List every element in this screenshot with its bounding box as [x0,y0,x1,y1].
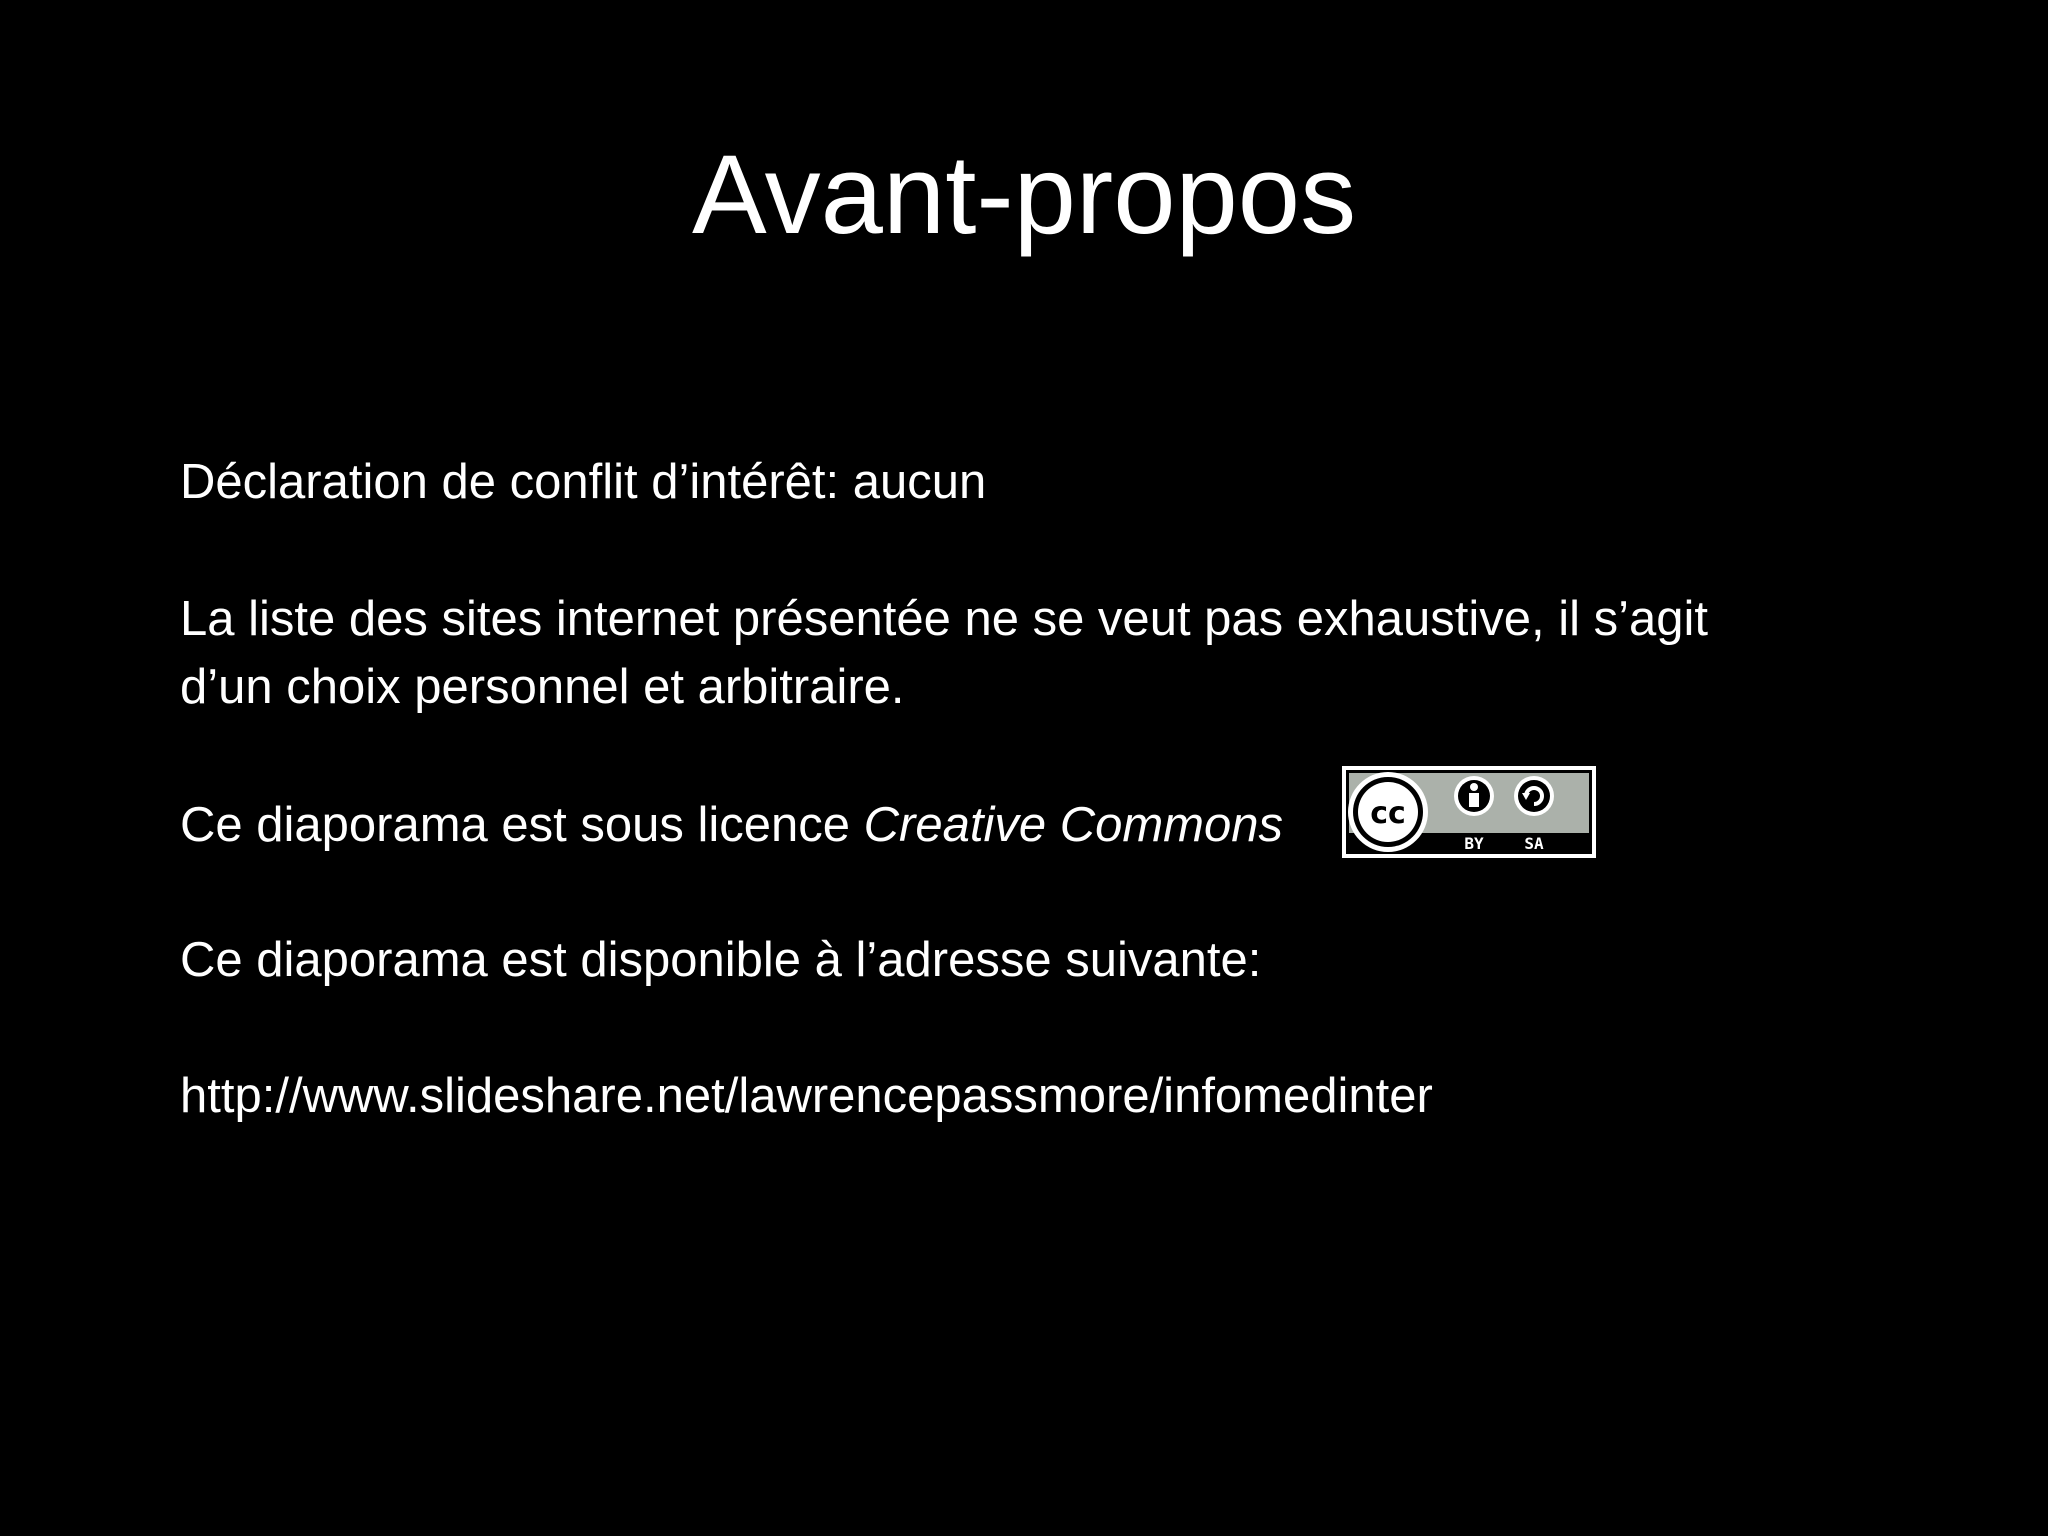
license-prefix: Ce diaporama est sous licence [180,798,864,852]
availability-statement: Ce diaporama est disponible à l’adresse suivante: [180,933,1262,987]
badge-by-label: BY [1464,834,1484,853]
conflict-of-interest-statement: Déclaration de conflit d’intérêt: aucun [180,455,987,509]
slide-title: Avant-propos [691,132,1357,257]
sites-disclaimer-line-2: d’un choix personnel et arbitraire. [180,660,905,714]
cc-by-sa-badge-icon [1342,766,1596,858]
sites-disclaimer-line-1: La liste des sites internet présentée ne se veut pas exhaustive, il s’agit [180,592,1709,646]
license-name: Creative Commons [863,798,1283,852]
license-statement [180,791,1880,859]
badge-sa-label: SA [1524,834,1544,853]
slideshare-url: http://www.slideshare.net/lawrencepassmore/infomedinter [180,1069,1433,1123]
sites-disclaimer [180,585,1880,721]
svg-text:cc: cc [1370,796,1406,831]
